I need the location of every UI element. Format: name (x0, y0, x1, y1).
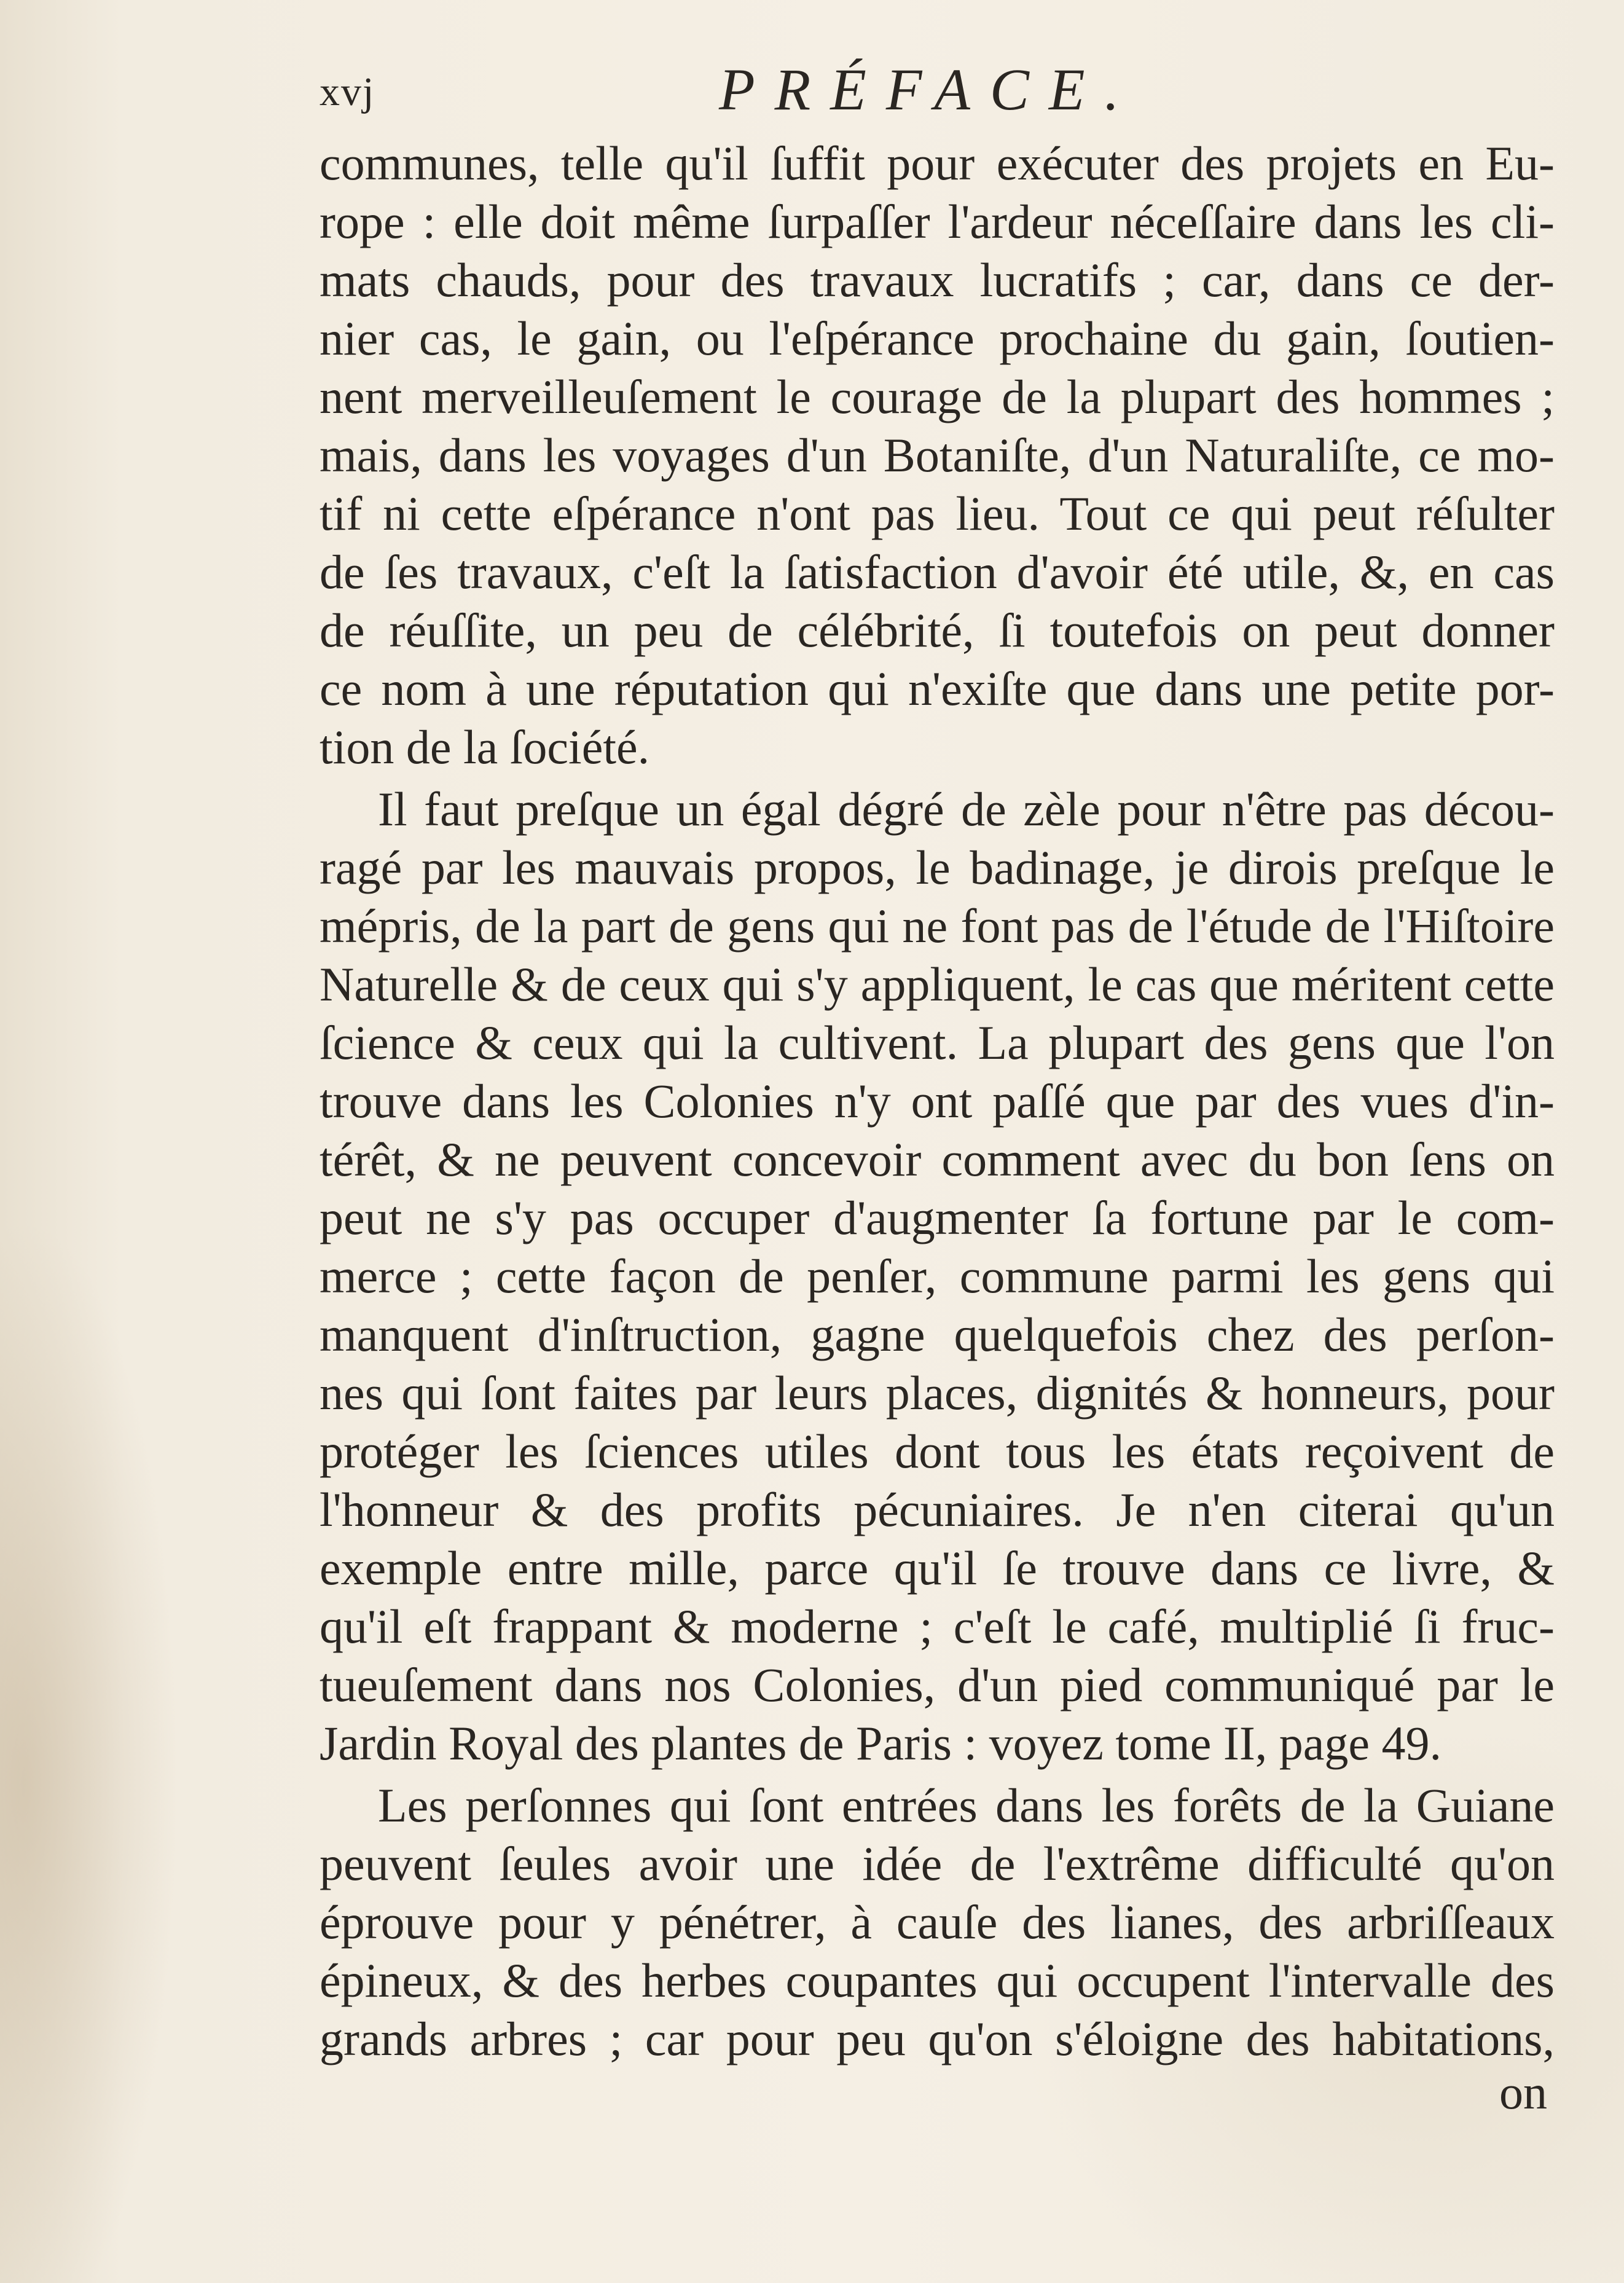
text-line: peut ne s'y pas occuper d'augmenter ſa fortune par le com- (320, 1191, 1555, 1244)
text-line: de ſes travaux, c'eſt la ſatisfaction d'avoir été utile, &, en cas (320, 545, 1555, 599)
text-line: ce nom à une réputation qui n'exiſte que dans une petite por- (320, 662, 1555, 715)
paragraph-1 (320, 134, 1555, 776)
text-line: manquent d'inſtruction, gagne quelquefois chez des perſon- (320, 1308, 1555, 1361)
running-title: PRÉFACE. (719, 57, 1139, 122)
text-line: l'honneur & des profits pécuniaires. Je n'en citerai qu'un (320, 1483, 1555, 1536)
text-line: qu'il eſt frappant & moderne ; c'eſt le café, multiplié ſi fruc- (320, 1600, 1555, 1653)
text-line: trouve dans les Colonies n'y ont paſſé que par des vues d'in- (320, 1074, 1555, 1128)
text-line: ſcience & ceux qui la cultivent. La plupart des gens que l'on (320, 1016, 1555, 1069)
text-line: tion de la ſociété. (320, 720, 650, 774)
text-line: mats chauds, pour des travaux lucratifs ; car, dans ce der- (320, 253, 1555, 307)
text-line: ragé par les mauvais propos, le badinage, je dirois preſque le (320, 841, 1555, 894)
text-line: nier cas, le gain, ou l'eſpérance prochaine du gain, ſoutien- (320, 312, 1555, 365)
text-line: nent merveilleuſement le courage de la plupart des hommes ; (320, 370, 1555, 423)
text-line: mais, dans les voyages d'un Botaniſte, d'un Naturaliſte, ce mo- (320, 428, 1555, 482)
text-line: merce ; cette façon de penſer, commune parmi les gens qui (320, 1249, 1555, 1303)
text-line: rope : elle doit même ſurpaſſer l'ardeur néceſſaire dans les cli- (320, 195, 1555, 248)
text-line: épineux, & des herbes coupantes qui occupent l'intervalle des (320, 1954, 1555, 2007)
text-line: Il faut preſque un égal dégré de zèle pour n'être pas décou- (378, 782, 1555, 836)
body-text (320, 134, 1555, 2068)
text-line: Jardin Royal des plantes de Paris : voyez tome II, page 49. (320, 1716, 1442, 1770)
text-line: térêt, & ne peuvent concevoir comment avec du bon ſens on (320, 1133, 1555, 1186)
text-line: tueuſement dans nos Colonies, d'un pied communiqué par le (320, 1658, 1555, 1711)
catchword: on (1499, 2065, 1547, 2119)
text-line: tif ni cette eſpérance n'ont pas lieu. Tout ce qui peut réſulter (320, 487, 1555, 540)
text-line: grands arbres ; car pour peu qu'on s'éloigne des habitations, (320, 2012, 1555, 2065)
text-line: communes, telle qu'il ſuffit pour exécuter des projets en Eu- (320, 136, 1555, 190)
text-line: éprouve pour y pénétrer, à cauſe des lianes, des arbriſſeaux (320, 1895, 1555, 1949)
text-line: Naturelle & de ceux qui s'y appliquent, le cas que méritent cette (320, 957, 1555, 1011)
paragraph-2 (320, 780, 1555, 1772)
paragraph-3 (320, 1776, 1555, 2068)
text-line: Les perſonnes qui ſont entrées dans les forêts de la Guiane (378, 1778, 1555, 1832)
text-line: exemple entre mille, parce qu'il ſe trouve dans ce livre, & (320, 1541, 1555, 1595)
text-line: protéger les ſciences utiles dont tous les états reçoivent de (320, 1424, 1555, 1478)
page-number: xvj (320, 69, 375, 114)
text-line: de réuſſite, un peu de célébrité, ſi toutefois on peut donner (320, 603, 1555, 657)
page-header (320, 55, 1555, 135)
text-line: mépris, de la part de gens qui ne font pas de l'étude de l'Hiſtoire (320, 899, 1555, 953)
text-line: peuvent ſeules avoir une idée de l'extrême difficulté qu'on (320, 1837, 1555, 1890)
text-line: nes qui ſont faites par leurs places, dignités & honneurs, pour (320, 1366, 1555, 1420)
